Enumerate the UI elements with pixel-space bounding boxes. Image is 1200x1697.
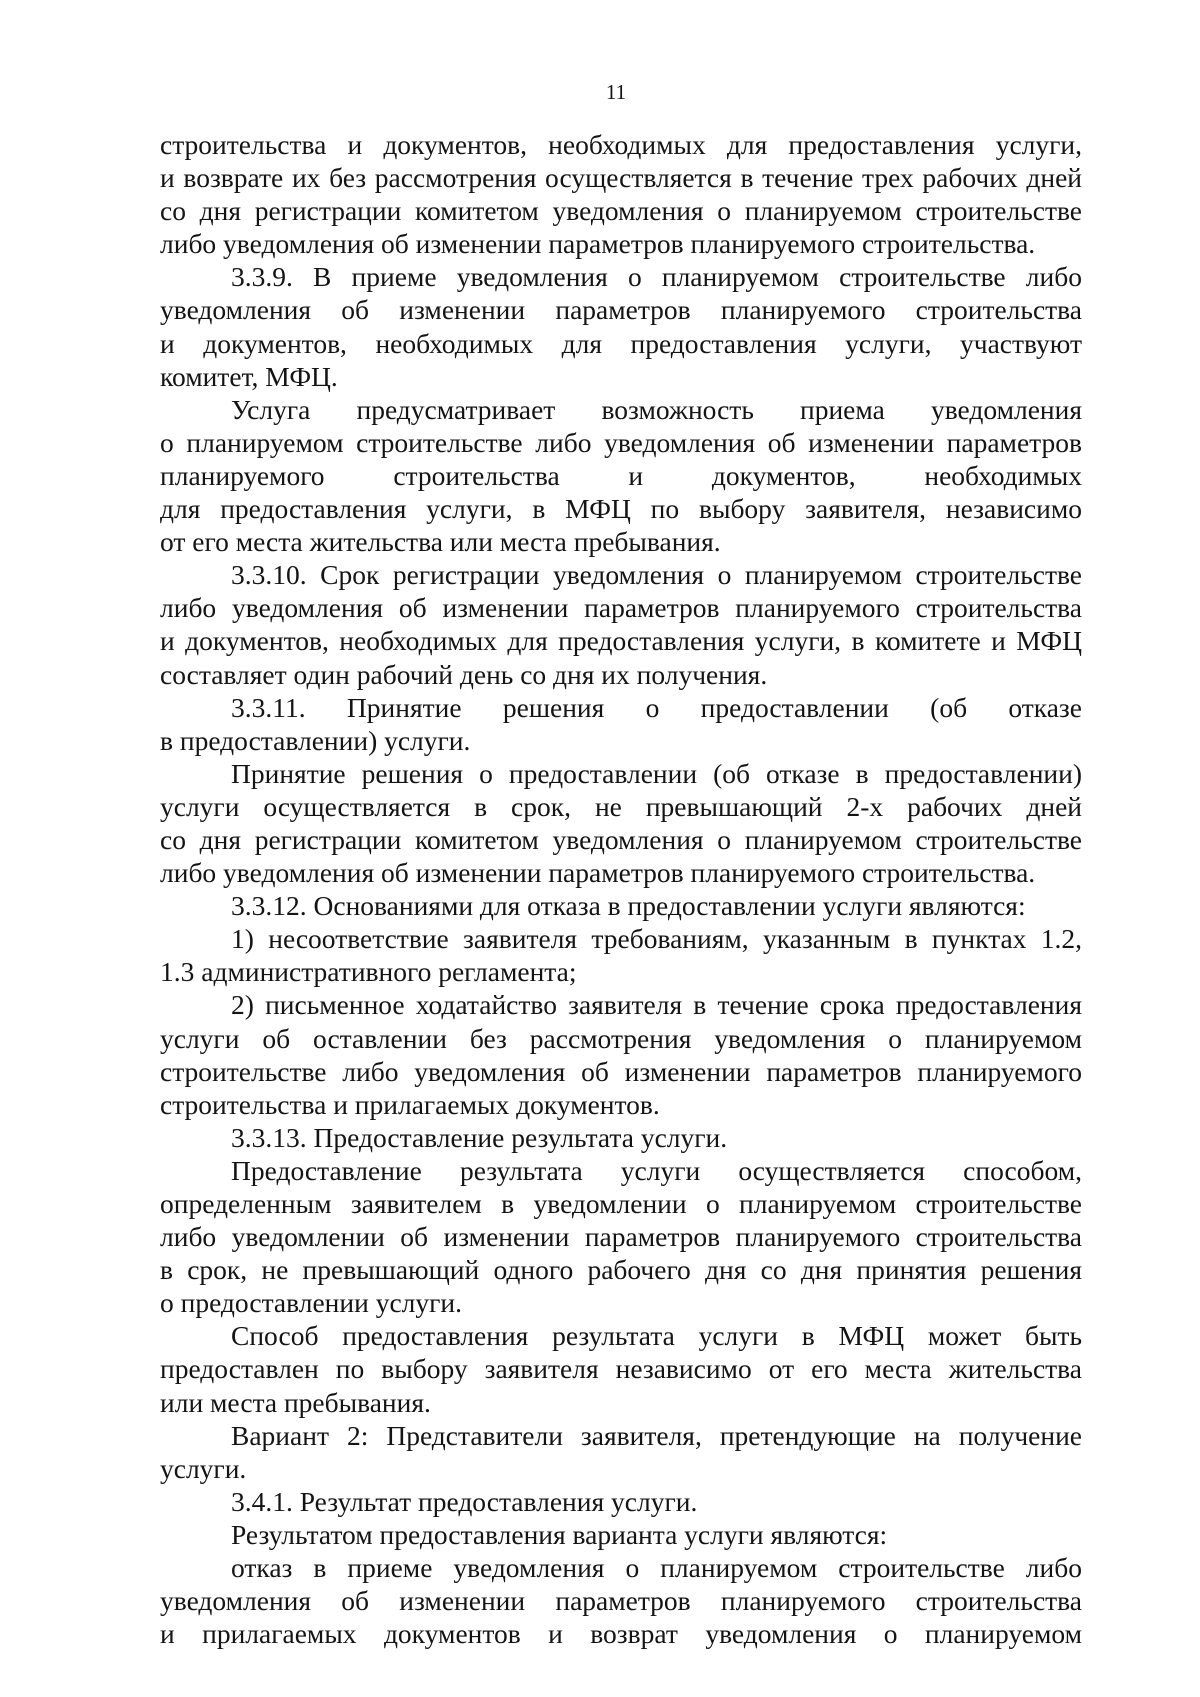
text-line: и документов, необходимых для предоставления услуги, участвуют — [160, 327, 1082, 359]
text-line: 3.3.9. В приеме уведомления о планируемом строительстве либо — [231, 261, 1082, 293]
document-body — [160, 128, 1082, 1650]
text-line: предоставлен по выбору заявителя независимо от его места жительства — [160, 1353, 1082, 1385]
text-line: о планируемом строительстве либо уведомления об изменении параметров — [160, 426, 1082, 458]
text-line: либо уведомления об изменении параметров планируемого строительства — [160, 592, 1082, 624]
text-line: или места пребывания. — [160, 1386, 431, 1418]
text-line: планируемого строительства и документов, необходимых — [160, 459, 1082, 491]
text-line: услуги об оставлении без рассмотрения уведомления о планируемом — [160, 1022, 1082, 1054]
text-line: отказ в приеме уведомления о планируемом строительстве либо — [231, 1552, 1082, 1584]
text-line: от его места жительства или места пребывания. — [160, 526, 721, 558]
text-line: и документов, необходимых для предоставления услуги, в комитете и МФЦ — [160, 625, 1082, 657]
text-line: Услуга предусматривает возможность приема уведомления — [231, 393, 1082, 425]
text-line: комитет, МФЦ. — [160, 360, 338, 392]
text-line: либо уведомления об изменении параметров планируемого строительства. — [160, 857, 1036, 889]
text-line: Результатом предоставления варианта услуги являются: — [231, 1518, 888, 1550]
text-line: 3.3.11. Принятие решения о предоставлении (об отказе — [231, 691, 1082, 723]
text-line: либо уведомления об изменении параметров планируемого строительства. — [160, 228, 1036, 260]
text-line: для предоставления услуги, в МФЦ по выбору заявителя, независимо — [160, 493, 1082, 525]
text-line: уведомления об изменении параметров планируемого строительства — [160, 1585, 1082, 1617]
text-line: определенным заявителем в уведомлении о планируемом строительстве — [160, 1188, 1082, 1219]
text-line: услуги. — [160, 1452, 247, 1484]
text-line: уведомления об изменении параметров планируемого строительства — [160, 294, 1082, 326]
text-line: 3.3.10. Срок регистрации уведомления о планируемом строительстве — [231, 559, 1082, 591]
text-line: 1) несоответствие заявителя требованиям, указанным в пунктах 1.2, — [231, 923, 1082, 955]
text-line: со дня регистрации комитетом уведомления о планируемом строительстве — [160, 823, 1082, 855]
page-number: 11 — [605, 80, 627, 104]
text-line: Принятие решения о предоставлении (об отказе в предоставлении) — [231, 757, 1082, 789]
text-line: Способ предоставления результата услуги в МФЦ может быть — [231, 1320, 1082, 1352]
text-line: строительства и прилагаемых документов. — [160, 1088, 660, 1120]
text-line: строительстве либо уведомления об изменении параметров планируемого — [160, 1055, 1082, 1087]
text-line: Предоставление результата услуги осуществляется способом, — [231, 1154, 1082, 1186]
text-line: 2) письменное ходатайство заявителя в течение срока предоставления — [231, 989, 1082, 1021]
text-line: и возврате их без рассмотрения осуществляется в течение трех рабочих дней — [160, 162, 1082, 194]
text-line: в срок, не превышающий одного рабочего дня со дня принятия решения — [160, 1254, 1082, 1286]
text-line: услуги осуществляется в срок, не превышающий 2-х рабочих дней — [160, 790, 1082, 822]
text-line: 1.3 административного регламента; — [160, 956, 577, 988]
text-line: либо уведомлении об изменении параметров планируемого строительства — [160, 1221, 1082, 1253]
text-line: 3.4.1. Результат предоставления услуги. — [231, 1485, 698, 1517]
text-line: 3.3.13. Предоставление результата услуги. — [231, 1121, 728, 1153]
text-line: о предоставлении услуги. — [160, 1287, 463, 1319]
text-line: 3.3.12. Основаниями для отказа в предоставлении услуги являются: — [231, 890, 1026, 922]
text-line: Вариант 2: Представители заявителя, претендующие на получение — [231, 1419, 1082, 1451]
text-line: со дня регистрации комитетом уведомления о планируемом строительстве — [160, 195, 1082, 227]
text-line: строительства и документов, необходимых для предоставления услуги, — [160, 129, 1082, 160]
text-line: составляет один рабочий день со дня их получения. — [160, 658, 768, 690]
text-line: в предоставлении) услуги. — [160, 724, 471, 756]
text-line: и прилагаемых документов и возврат уведомления о планируемом — [160, 1618, 1082, 1650]
